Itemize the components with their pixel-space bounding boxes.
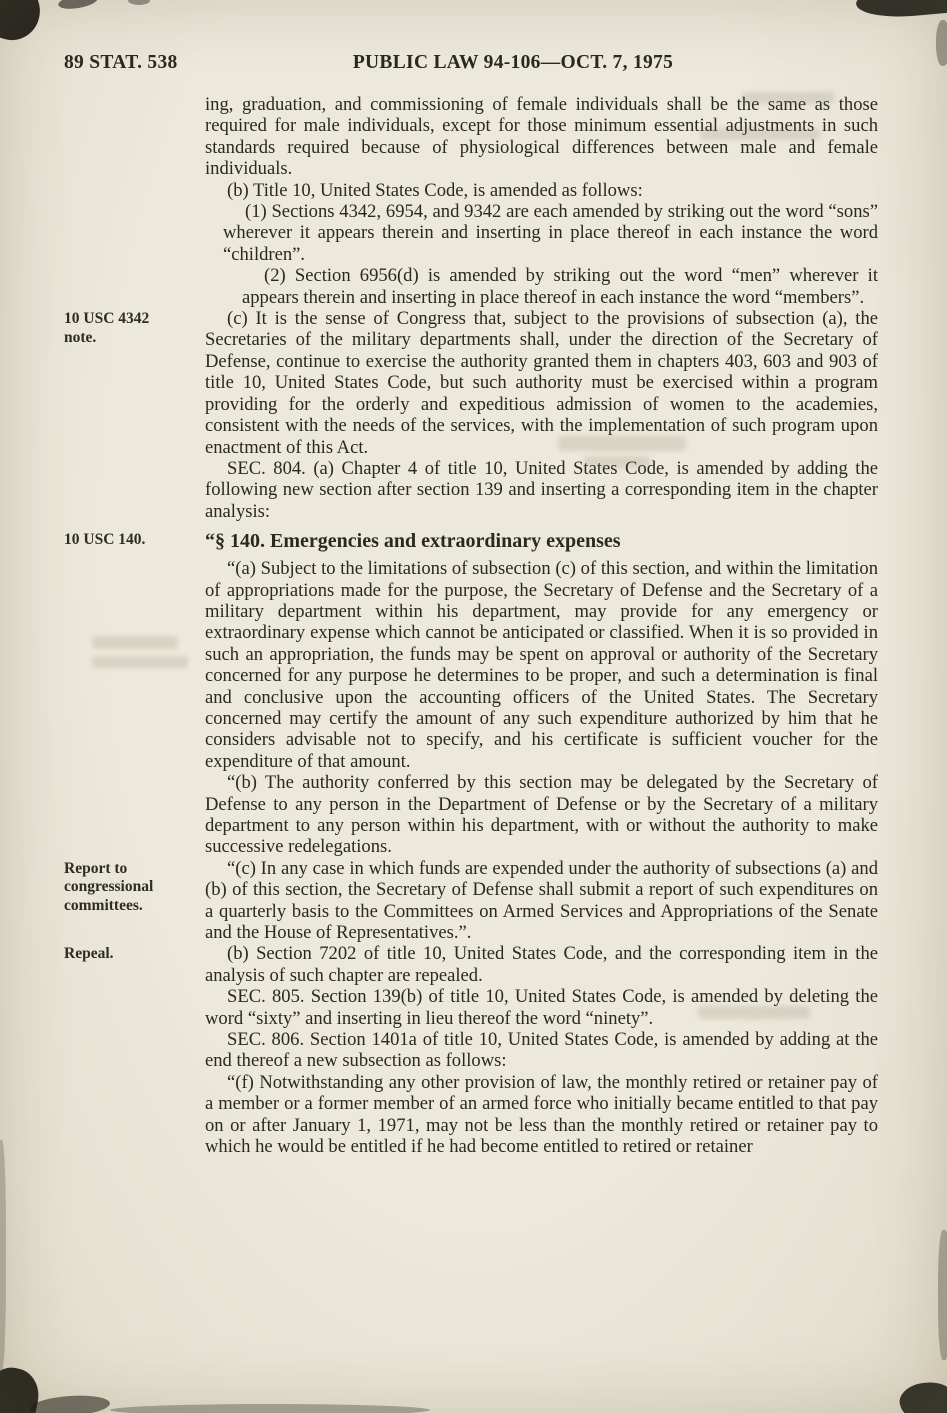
- bleed-through-artifact: [92, 636, 178, 649]
- paragraph: ing, graduation, and commissioning of female individuals shall be the same as those required for male individuals, except for those minimum essential adjustments in such standards required because of physiological differences between male and female individuals.: [205, 94, 878, 180]
- paragraph: SEC. 805. Section 139(b) of title 10, United States Code, is amended by deleting the word “sixty” and inserting in lieu thereof the word “ninety”.: [205, 986, 878, 1029]
- paragraph: (1) Sections 4342, 6954, and 9342 are each amended by striking out the word “sons” wherever it appears therein and inserting in place thereof in each instance the word “children”.: [223, 201, 878, 265]
- paragraph: “(c) In any case in which funds are expended under the authority of subsections (a) and (b) of this section, the Secretary of Defense shall submit a report of such expenditures on a quarterly basis to the Committees on Armed Services and Appropriations of the Senate and the House of Representatives.”.: [205, 857, 878, 944]
- stat-page-number: 89 STAT. 538: [64, 52, 178, 73]
- paragraph: SEC. 804. (a) Chapter 4 of title 10, United States Code, is amended by adding the following new section after section 139 and inserting a corresponding item in the chapter analysis:: [205, 457, 878, 522]
- scan-artifact: [110, 1404, 430, 1413]
- scan-artifact: [936, 20, 947, 66]
- margin-note-usc-4342: 10 USC 4342 note.: [64, 310, 150, 346]
- bleed-through-artifact: [742, 92, 834, 104]
- margin-note-repeal: Repeal.: [64, 945, 114, 963]
- scan-artifact: [128, 0, 150, 5]
- paragraph-with-note: [64, 943, 878, 986]
- margin-note-usc-140: 10 USC 140.: [64, 531, 146, 549]
- statute-text-column: [64, 94, 878, 1158]
- paragraph: SEC. 806. Section 1401a of title 10, United States Code, is amended by adding at the end thereof a new subsection as follows:: [205, 1029, 878, 1072]
- paragraph: “(b) The authority conferred by this section may be delegated by the Secretary of Defense to any person in the Department of Defense or by the Secretary of a military department to any person within his department, with or without the authority to make successive redelegations.: [205, 772, 878, 858]
- bleed-through-artifact: [92, 656, 188, 668]
- paragraph: “(a) Subject to the limitations of subsection (c) of this section, and within the limitation of appropriations made for the purpose, the Secretary of Defense and the Secretary of a military department within his department, may provide for any emergency or extraordinary expense which cannot be anticipated or classified. When it is so provided in such an appropriation, the funds may be spent on approval or authority of the Secretary concerned for any purpose he determines to be proper, and such a determination is final and conclusive upon the accounting officers of the United States. The Secretary concerned may certify the amount of any such expenditure authorized by him that he considers advisable not to specify, and his certificate is sufficient voucher for the expenditure of that amount.: [205, 558, 878, 772]
- bleed-through-artifact: [584, 456, 650, 468]
- paragraph: (c) It is the sense of Congress that, subject to the provisions of subsection (a), the Secretaries of the military departments shall, under the direction of the Secretary of Defense, continue to exercise the authority granted them in chapters 403, 603 and 903 of title 10, United States Code, but such authority must be exercised within a program providing for the orderly and expeditious admission of women to the academies, consistent with the needs of the services, with the implementation of such program upon enactment of this Act.: [205, 308, 878, 458]
- paragraph-with-note: [64, 308, 878, 458]
- paragraph: (b) Title 10, United States Code, is amended as follows:: [227, 179, 643, 201]
- paragraph: (2) Section 6956(d) is amended by striking out the word “men” wherever it appears therein and inserting in place thereof in each instance the word “members”.: [242, 265, 878, 308]
- paragraph: (b) Section 7202 of title 10, United States Code, and the corresponding item in the analysis of such chapter are repealed.: [205, 943, 878, 986]
- section-140-heading: “§ 140. Emergencies and extraordinary expenses: [205, 530, 621, 553]
- paragraph-with-note: [64, 857, 878, 944]
- section-heading-with-note: [64, 529, 878, 553]
- scan-artifact: [0, 0, 48, 47]
- page-title: PUBLIC LAW 94-106—OCT. 7, 1975: [352, 52, 674, 73]
- bleed-through-artifact: [558, 436, 686, 451]
- scan-artifact: [57, 0, 99, 11]
- bleed-through-artifact: [698, 1006, 810, 1019]
- scan-artifact: [938, 1230, 947, 1360]
- scan-artifact: [29, 1393, 110, 1413]
- bleed-through-artifact: [700, 128, 820, 140]
- margin-note-report: Report to congressional committees.: [64, 859, 154, 914]
- scan-artifact: [0, 1140, 6, 1370]
- paragraph: “(f) Notwithstanding any other provision of law, the monthly retired or retainer pay of a member or a former member of an armed force who initially became entitled to that pay on or after January 1, 1971, may not be less than the monthly retired or retainer pay to which he would be entitled if he had become entitled to retired or retainer: [205, 1071, 878, 1158]
- scan-artifact: [896, 1376, 947, 1413]
- scan-artifact: [855, 0, 947, 21]
